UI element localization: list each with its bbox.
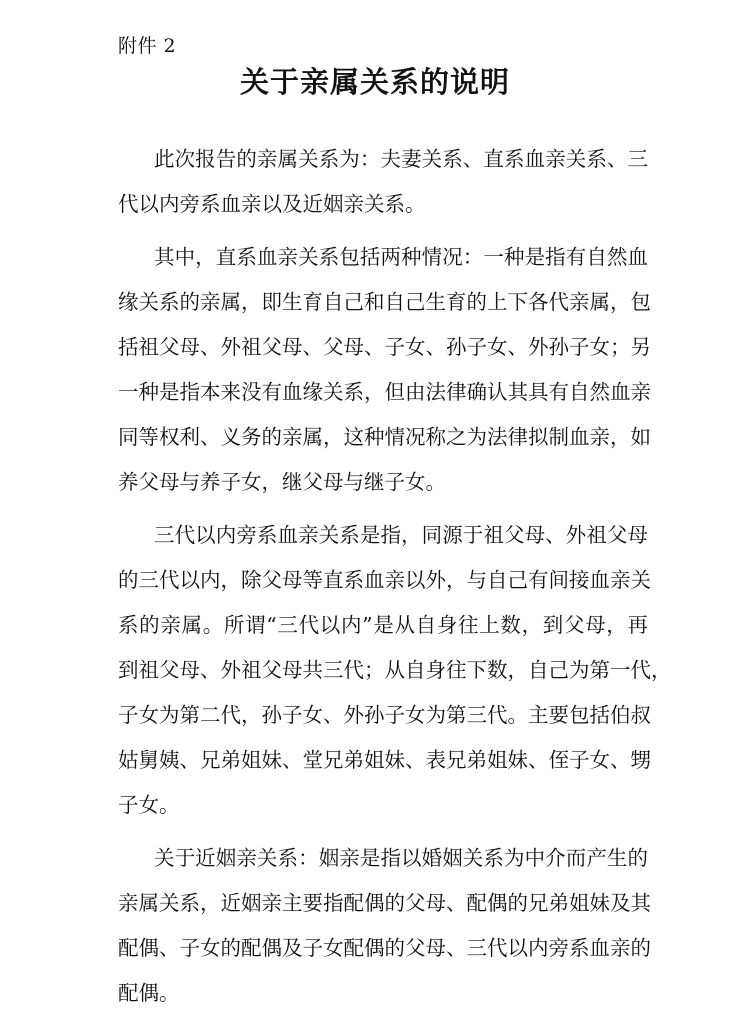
paragraph-line: 子女为第二代，孙子女、外孙子女为第三代。主要包括伯叔 [118,703,651,727]
paragraph-line: 三代以内旁系血亲关系是指，同源于祖父母、外祖父母 [154,523,648,547]
paragraph-gap [118,505,648,513]
attachment-label: 附件 2 [118,35,177,57]
paragraph-line: 其中，直系血亲关系包括两种情况：一种是指有自然血 [154,245,648,269]
paragraph-line: 括祖父母、外祖父母、父母、子女、孙子女、外孙子女；另 [118,335,651,359]
paragraph-gap [118,227,648,235]
paragraph-3 [118,513,672,828]
paragraph-line: 此次报告的亲属关系为：夫妻关系、直系血亲关系、三 [154,147,648,171]
paragraph-line: 代以内旁系血亲以及近姻亲关系。 [118,192,426,216]
paragraph-line: 配偶、子女的配偶及子女配偶的父母、三代以内旁系血亲的 [118,936,651,960]
paragraph-gap [118,828,648,836]
paragraph-line: 系的亲属。所谓“三代以内”是从自身往上数，到父母，再 [118,613,648,637]
paragraph-line: 子女。 [118,793,180,817]
paragraph-line: 一种是指本来没有血缘关系，但由法律确认其具有自然血亲 [118,380,651,404]
paragraph-line: 缘关系的亲属，即生育自己和自己生育的上下各代亲属，包 [118,290,651,314]
paragraph-line: 配偶。 [118,981,180,1005]
paragraph-2 [118,235,651,505]
paragraph-line: 关于近姻亲关系：姻亲是指以婚姻关系为中介而产生的 [154,846,648,870]
paragraph-4 [118,836,651,1016]
paragraph-line: 养父母与养子女，继父母与继子女。 [118,470,446,494]
document-title: 关于亲属关系的说明 [239,65,510,99]
paragraph-line: 的三代以内，除父母等直系血亲以外，与自己有间接血亲关 [118,568,651,592]
paragraph-line: 同等权利、义务的亲属，这种情况称之为法律拟制血亲，如 [118,425,651,449]
paragraph-line: 姑舅姨、兄弟姐妹、堂兄弟姐妹、表兄弟姐妹、侄子女、甥 [118,748,651,772]
paragraph-1 [118,137,648,227]
document-body [118,137,672,1016]
paragraph-line: 到祖父母、外祖父母共三代；从自身往下数，自己为第一代， [118,658,672,682]
paragraph-line: 亲属关系，近姻亲主要指配偶的父母、配偶的兄弟姐妹及其 [118,891,651,915]
